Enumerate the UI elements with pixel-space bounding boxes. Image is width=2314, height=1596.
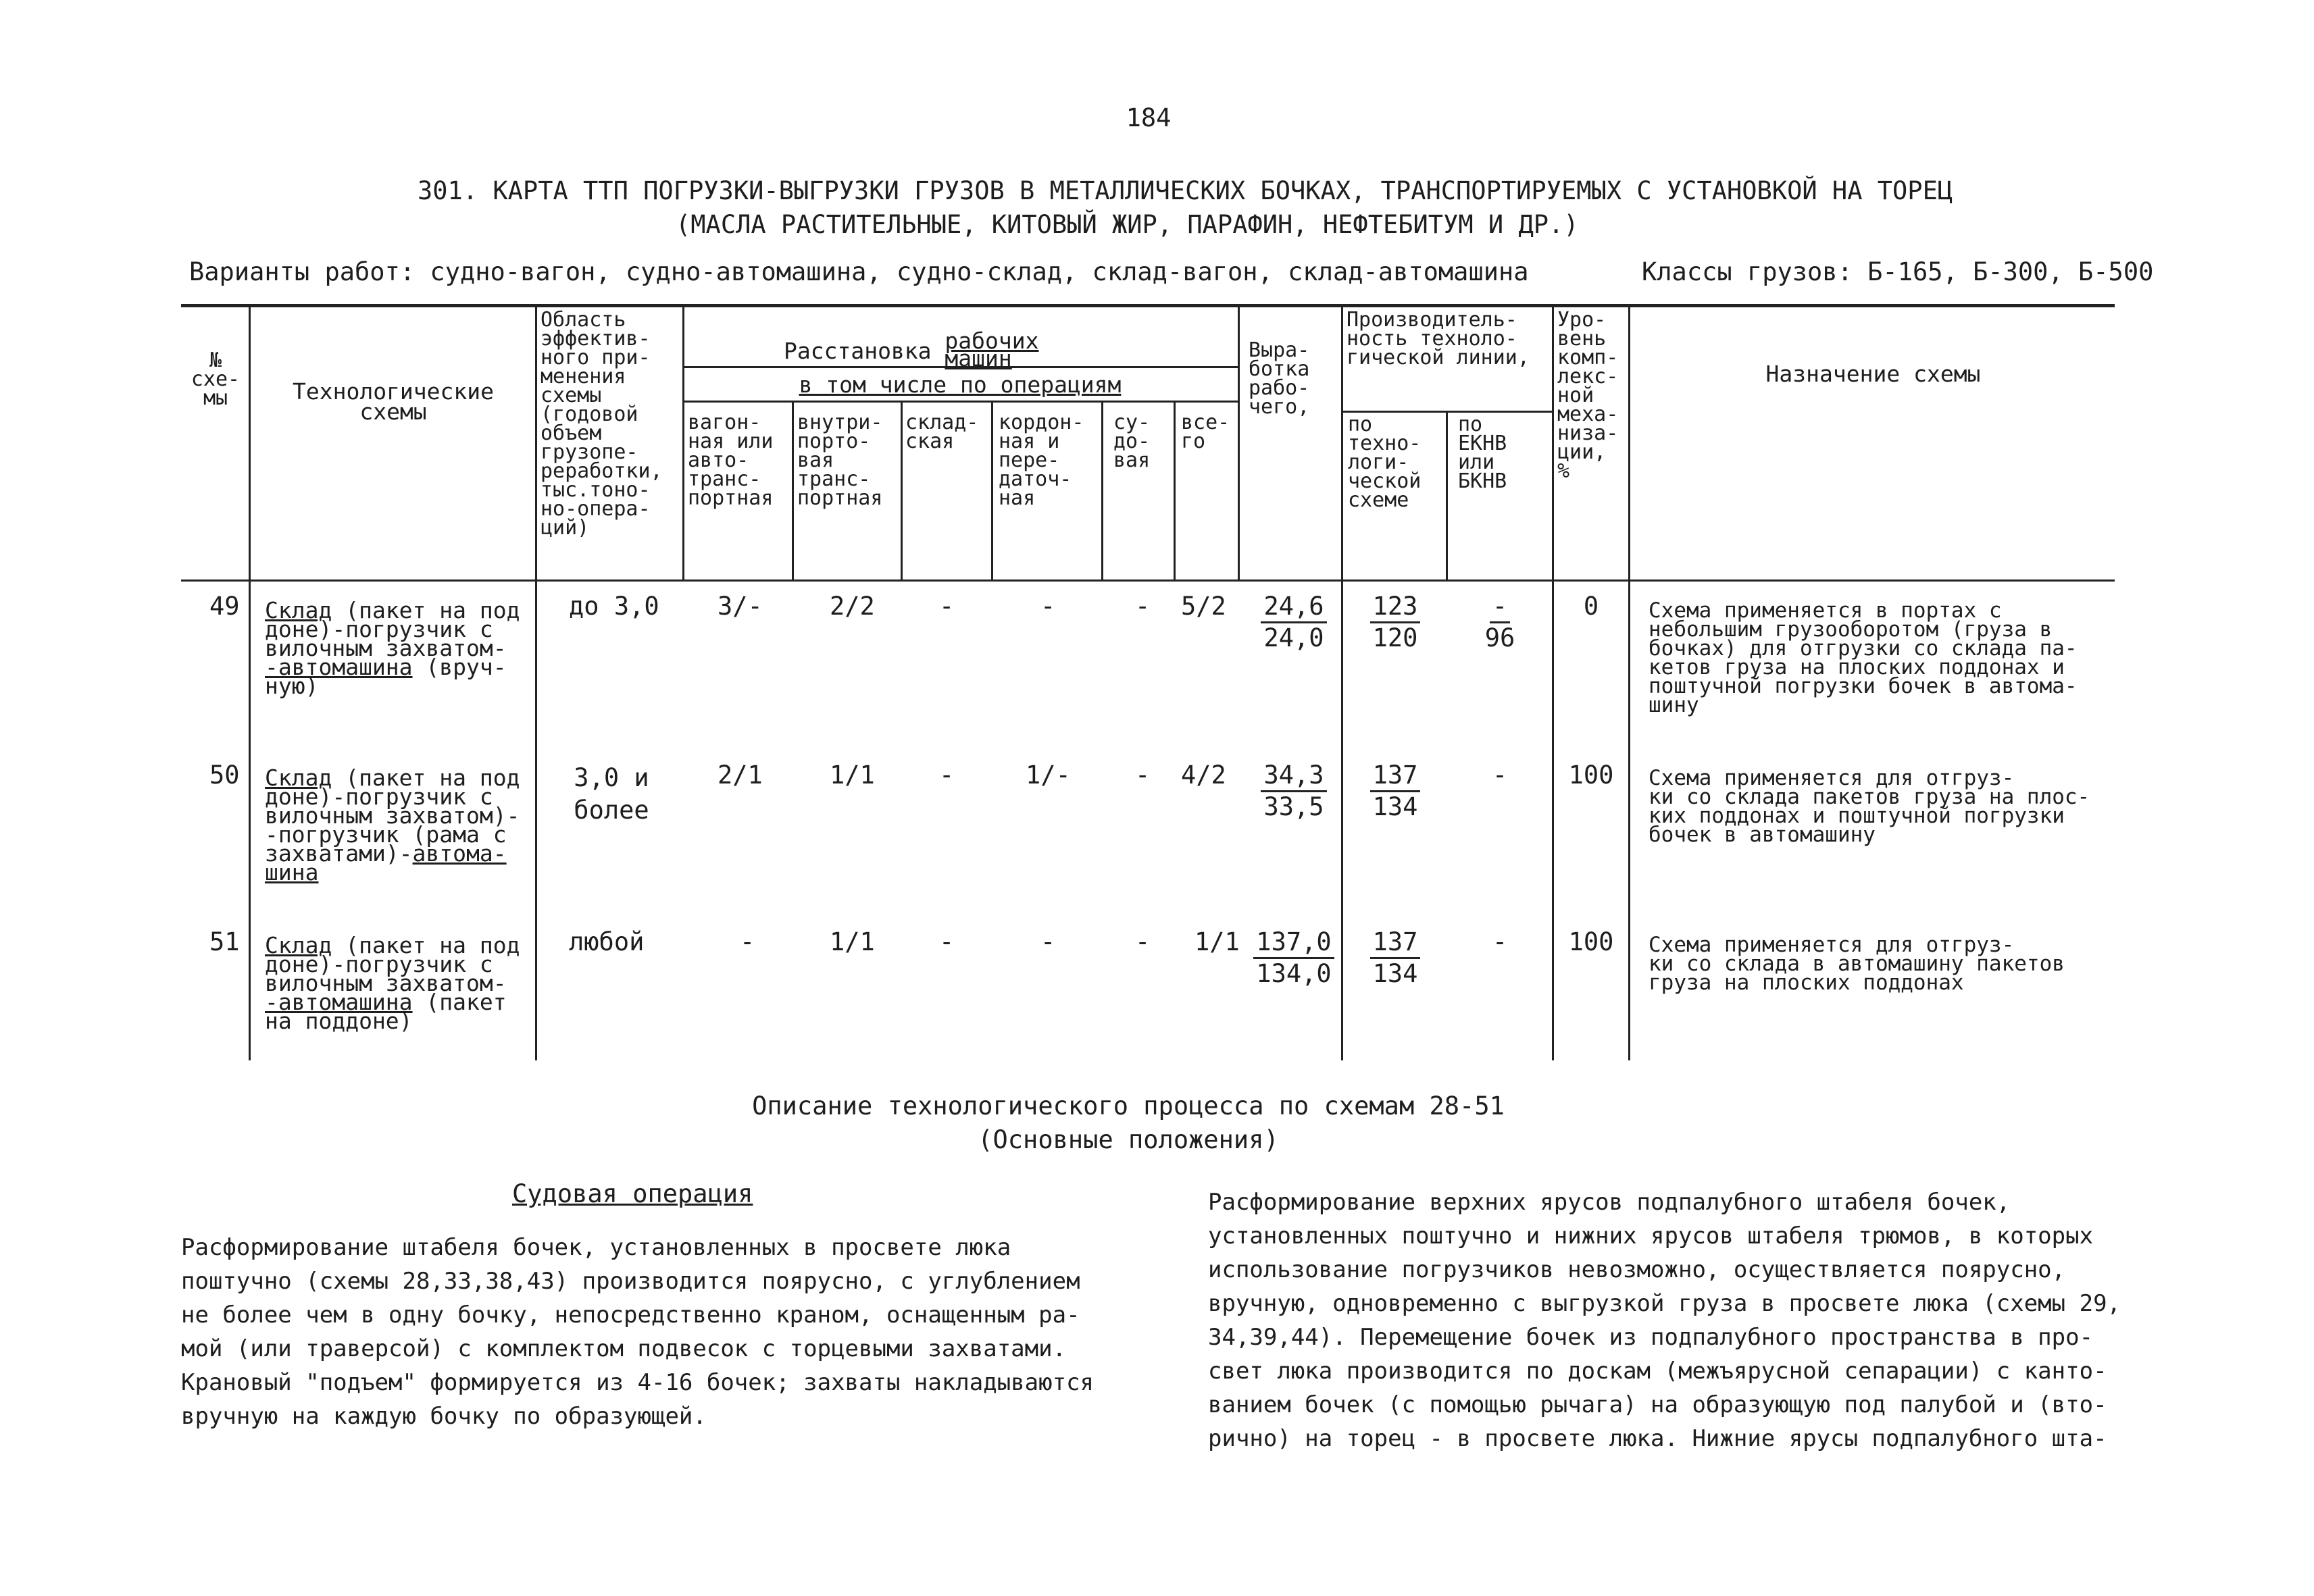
row-cordon: 1/- bbox=[1026, 761, 1071, 790]
row-prod-eknv: - bbox=[1492, 761, 1508, 790]
row-total: 4/2 bbox=[1181, 761, 1226, 790]
row-scheme: Склад (пакет на под доне)-погрузчик с вилочным захватом)- -погрузчик (рама с захватами)-автома- шина bbox=[265, 765, 520, 885]
row-mechanization: 100 bbox=[1568, 761, 1614, 790]
row-wagon: 3/- bbox=[718, 592, 763, 621]
header-prod-eknv: по ЕКНВ или БКНВ bbox=[1458, 413, 1507, 493]
header-productivity: Производитель- ность техноло- гической линии, bbox=[1347, 308, 1530, 369]
row-total: 5/2 bbox=[1181, 592, 1226, 621]
header-purpose: Назначение схемы bbox=[1765, 361, 1981, 387]
row-internal: 1/1 bbox=[830, 761, 875, 790]
row-num: 51 bbox=[209, 927, 240, 956]
header-prod-tech: по техно- логи- ческой схеме bbox=[1348, 413, 1422, 512]
page-number: 184 bbox=[1126, 103, 1172, 132]
row-cordon: - bbox=[1040, 592, 1056, 621]
row-area: 3,0 и более bbox=[574, 763, 649, 825]
row-mechanization: 0 bbox=[1583, 592, 1599, 621]
row-prod-tech: $\frac{123}{120}$ bbox=[1351, 592, 1439, 653]
description-title: Описание технологического процесса по схемам 28-51 bbox=[752, 1091, 1505, 1121]
cargo-classes: Классы грузов: Б-165, Б-300, Б-500 bbox=[1642, 257, 2154, 286]
row-wagon: 2/1 bbox=[718, 761, 763, 790]
row-internal: 1/1 bbox=[830, 927, 875, 956]
header-op-total: все- го bbox=[1181, 411, 1230, 453]
header-op-internal: внутри- порто- вая транс- портная bbox=[797, 411, 883, 510]
row-prod-eknv: - 96 bbox=[1484, 592, 1515, 652]
description-subtitle: (Основные положения) bbox=[978, 1125, 1279, 1154]
header-placement-b: рабочих машин bbox=[945, 328, 1039, 371]
page-title-line2: (МАСЛА РАСТИТЕЛЬНЫЕ, КИТОВЫЙ ЖИР, ПАРАФИН, НЕФТЕБИТУМ И ДР.) bbox=[676, 210, 1579, 239]
row-ship: - bbox=[1135, 761, 1151, 790]
row-purpose: Схема применяется в портах с небольшим грузооборотом (груза в бочках) для отгрузки со склада па- кетов груза на плоских поддонах и поштучной погрузки бочек в автома- шину bbox=[1649, 598, 2078, 717]
header-area: Область эффектив- ного при- менения схемы (годовой объем грузопе- реработки, тыс.тоно- но-опера- ций) bbox=[540, 308, 663, 540]
row-ship: - bbox=[1135, 927, 1151, 956]
row-warehouse: - bbox=[939, 592, 955, 621]
row-ship: - bbox=[1135, 592, 1151, 621]
header-op-warehouse: склад- ская bbox=[905, 411, 979, 453]
row-wagon: - bbox=[740, 927, 755, 956]
header-op-wagon: вагон- ная или авто- транс- портная bbox=[688, 411, 774, 510]
page-title-line1: 301. КАРТА ТТП ПОГРУЗКИ-ВЫГРУЗКИ ГРУЗОВ В МЕТАЛЛИЧЕСКИХ БОЧКАХ, ТРАНСПОРТИРУЕМЫХ С УСТАНОВКОЙ НА ТОРЕЦ bbox=[418, 176, 1953, 205]
header-placement-a: Расстановка bbox=[784, 338, 945, 364]
header-placement bbox=[784, 323, 1039, 371]
row-warehouse: - bbox=[939, 761, 955, 790]
header-by-operations: в том числе по операциям bbox=[799, 371, 1122, 398]
left-paragraph: Расформирование штабеля бочек, установленных в просвете люка поштучно (схемы 28,33,38,43) производится поярусно, с углублением не более чем в одну бочку, непосредственно краном, оснащенным ра- мой (или траверсой) с комплектом подвесок с торцевыми захватами. Крановый "подъем" формируется из 4-16 бочек; захваты накладываются вручную на каждую бочку по образующей. bbox=[181, 1234, 1095, 1430]
row-area: любой bbox=[569, 927, 645, 956]
row-num: 49 bbox=[209, 592, 240, 621]
row-purpose: Схема применяется для отгруз- ки со склада пакетов груза на плос- ких поддонах и поштучной погрузки бочек в автомашину bbox=[1649, 766, 2090, 847]
row-internal: 2/2 bbox=[830, 592, 875, 621]
row-scheme: Склад (пакет на под доне)-погрузчик с вилочным захватом- -автомашина (вруч- ную) bbox=[265, 597, 520, 699]
row-output: $\frac{34,3}{33,5}$ bbox=[1250, 761, 1338, 822]
row-cordon: - bbox=[1040, 927, 1056, 956]
row-purpose: Схема применяется для отгруз- ки со склада в автомашину пакетов груза на плоских поддонах bbox=[1649, 933, 2065, 995]
row-output: $\frac{24,6}{24,0}$ bbox=[1250, 592, 1338, 653]
row-prod-tech: $\frac{137}{134}$ bbox=[1351, 927, 1439, 989]
header-num: № схе- мы bbox=[191, 349, 241, 410]
header-schemes: Технологические схемы bbox=[292, 378, 494, 425]
row-num: 50 bbox=[209, 761, 240, 790]
row-prod-tech: $\frac{137}{134}$ bbox=[1351, 761, 1439, 822]
row-output: $\frac{137,0}{134,0}$ bbox=[1250, 927, 1338, 989]
row-mechanization: 100 bbox=[1568, 927, 1614, 956]
row-scheme: Склад (пакет на под доне)-погрузчик с вилочным захватом- -автомашина (пакет на поддоне) bbox=[265, 932, 520, 1034]
header-op-cordon: кордон- ная и пере- даточ- ная bbox=[999, 411, 1084, 510]
right-paragraph: Расформирование верхних ярусов подпалубного штабеля бочек, установленных поштучно и нижних ярусов штабеля трюмов, в которых использование погрузчиков невозможно, осуществляется поярусно, вручную, одновременно с выгрузкой груза в просвете люка (схемы 29, 34,39,44). Перемещение бочек из подпалубного пространства в про- свет люка производится по доскам (межъярусной сепарации) с канто- ванием бочек (с помощью рычага) на образующую под палубой и (вто- рично) на торец - в просвете люка. Нижние ярусы подпалубного шта- bbox=[1208, 1189, 2121, 1452]
header-op-ship: су- до- вая bbox=[1113, 411, 1151, 472]
row-prod-eknv: - bbox=[1492, 927, 1508, 956]
work-variants: Варианты работ: судно-вагон, судно-автомашина, судно-склад, склад-вагон, склад-автомашина bbox=[189, 257, 1529, 286]
header-mechanization: Уро- вень комп- лекс- ной меха- низа- ции, % bbox=[1557, 308, 1619, 483]
row-total: 1/1 bbox=[1194, 927, 1240, 956]
ship-operation-heading: Судовая операция bbox=[512, 1179, 753, 1208]
header-output: Выра- ботка рабо- чего, bbox=[1249, 338, 1310, 419]
row-warehouse: - bbox=[939, 927, 955, 956]
row-area: до 3,0 bbox=[569, 592, 659, 621]
